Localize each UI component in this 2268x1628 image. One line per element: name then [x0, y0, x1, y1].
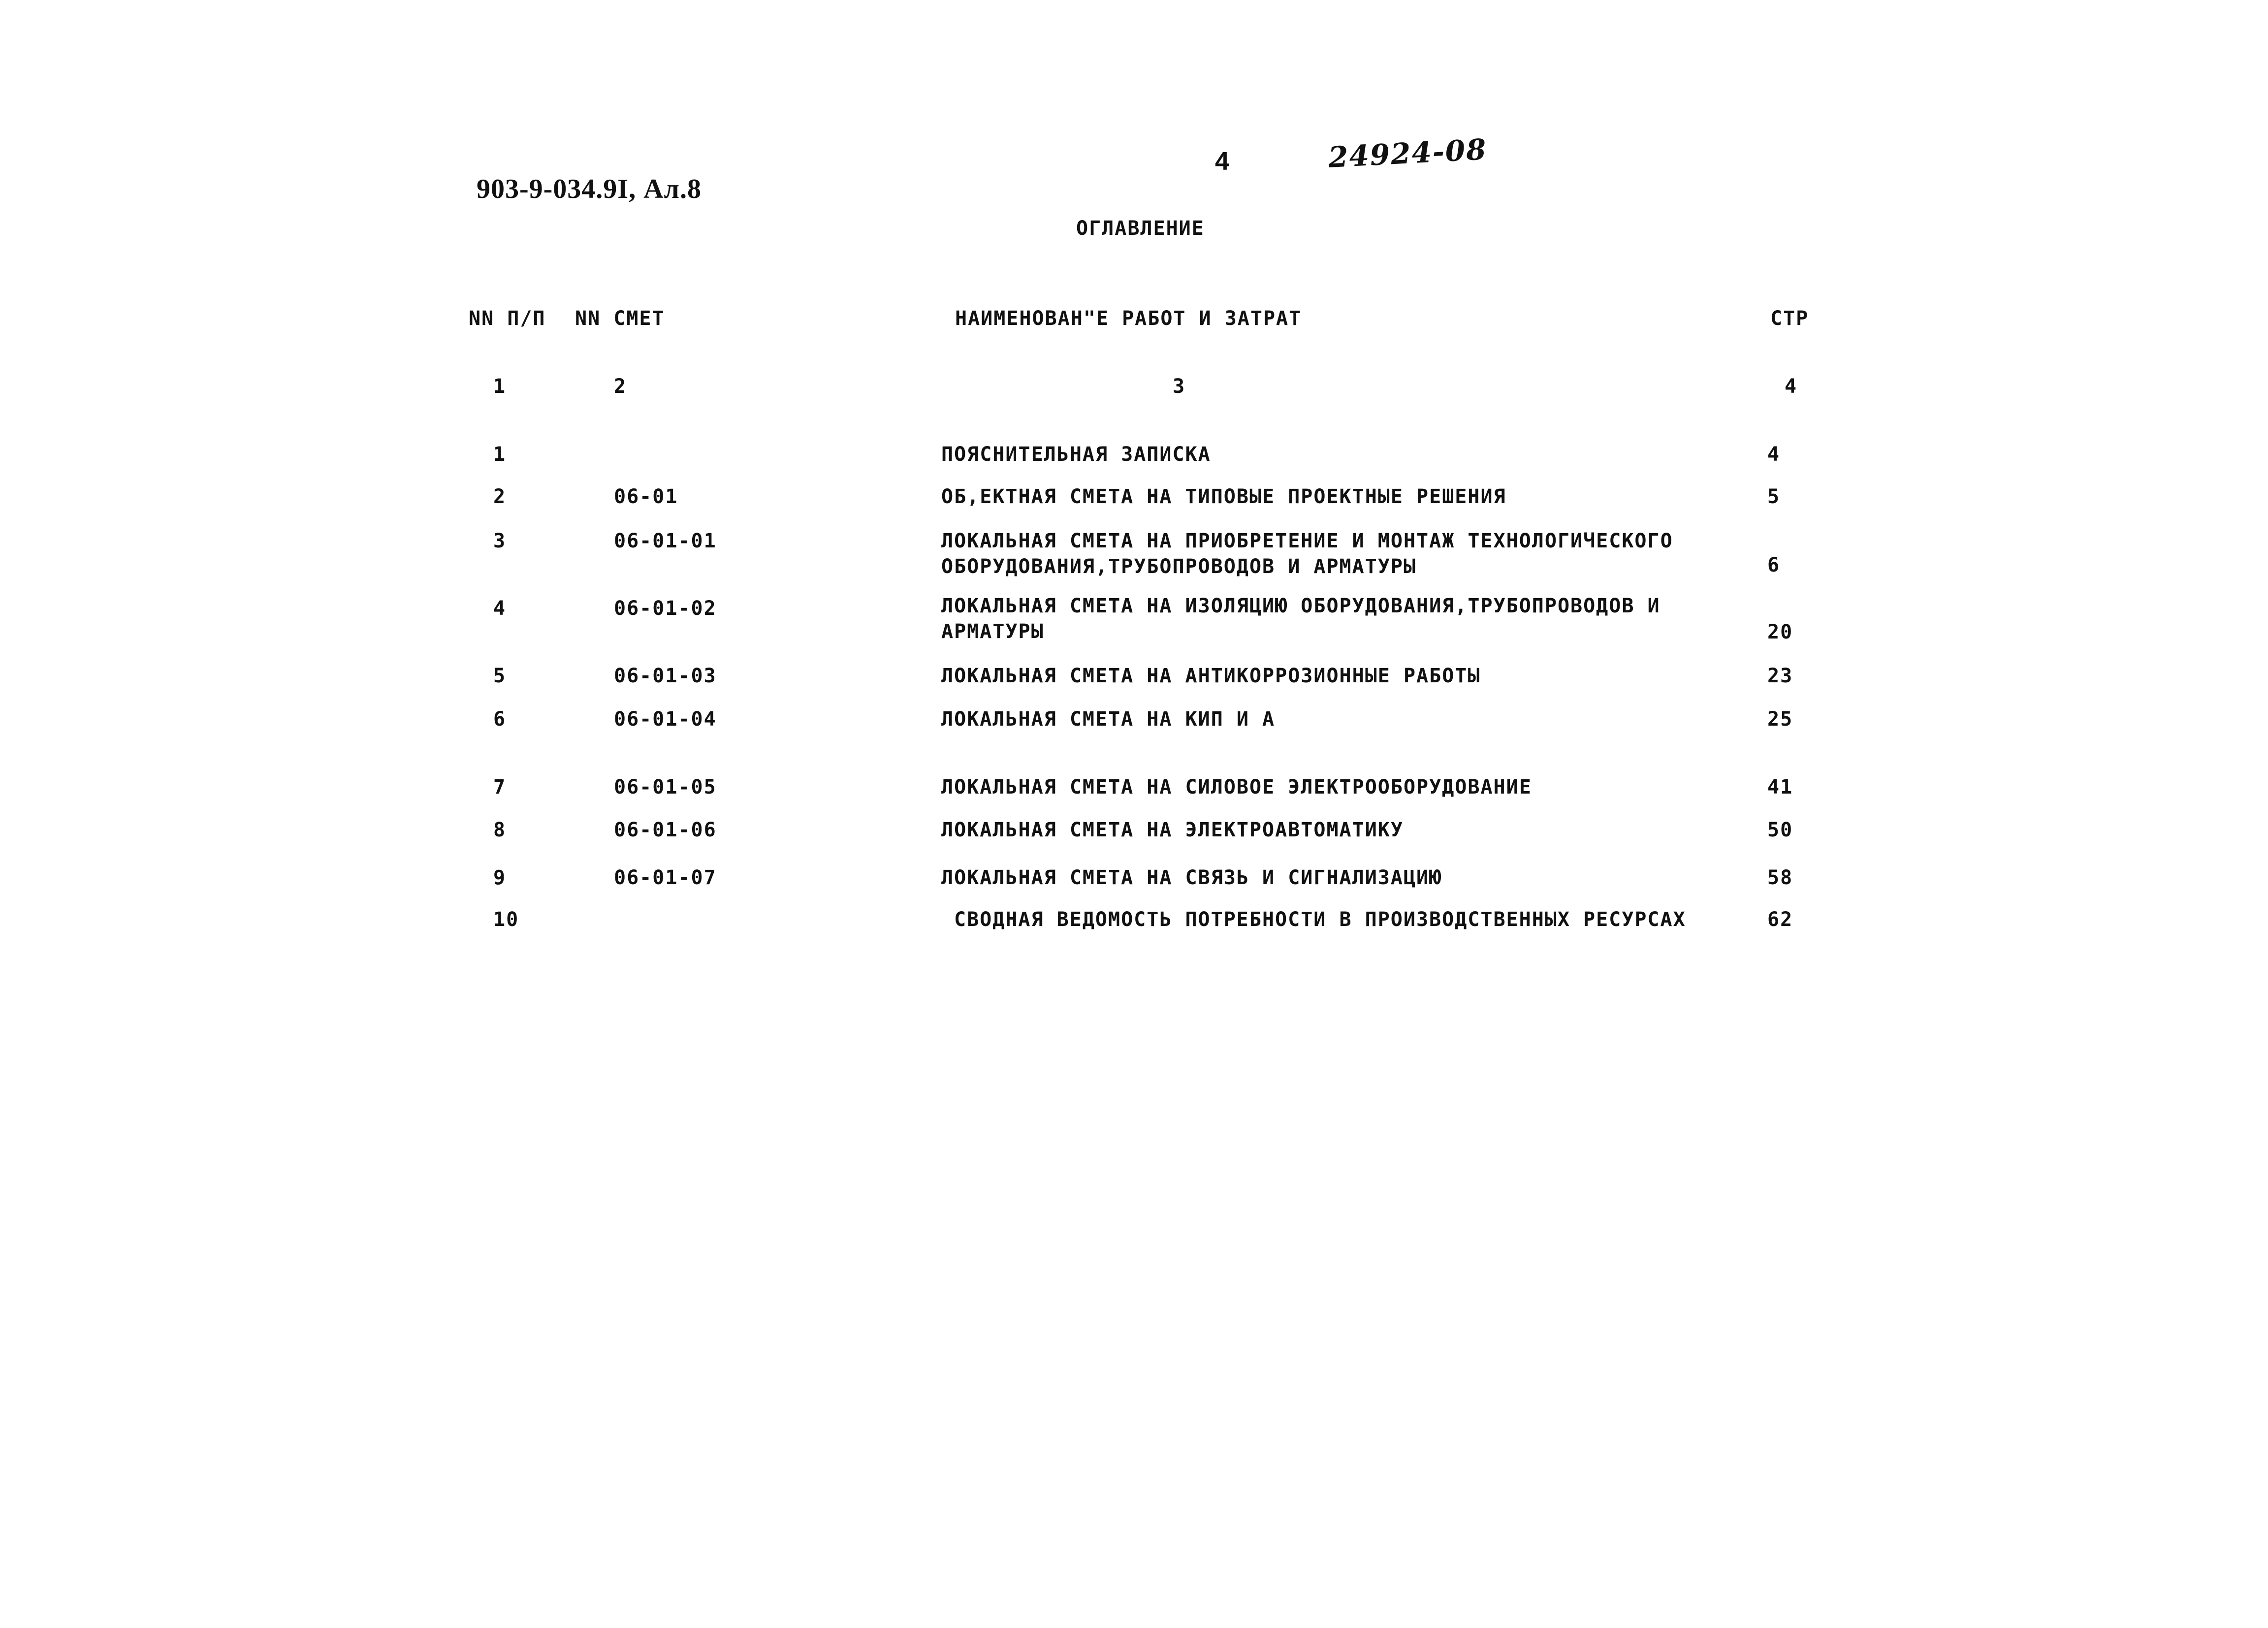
row-2-smeta: 06-01 [614, 485, 678, 508]
row-6-page: 25 [1767, 708, 1793, 731]
column-number-3: 3 [1173, 375, 1185, 398]
page-number: 4 [1215, 147, 1229, 176]
row-3-smeta: 06-01-01 [614, 530, 717, 552]
row-5-number: 5 [493, 665, 507, 687]
row-9-name: ЛОКАЛЬНАЯ СМЕТА НА СВЯЗЬ И СИГНАЛИЗАЦИЮ [941, 866, 1442, 889]
row-3-name: ЛОКАЛЬНАЯ СМЕТА НА ПРИОБРЕТЕНИЕ И МОНТАЖ ТЕХНОЛОГИЧЕСКОГО ОБОРУДОВАНИЯ,ТРУБОПРОВОДОВ И АРМАТУРЫ [941, 530, 1673, 578]
row-1-page: 4 [1767, 443, 1781, 466]
row-5-smeta: 06-01-03 [614, 665, 717, 687]
page-title: ОГЛАВЛЕНИЕ [1076, 217, 1205, 240]
row-2-name: ОБ,ЕКТНАЯ СМЕТА НА ТИПОВЫЕ ПРОЕКТНЫЕ РЕШЕНИЯ [941, 485, 1506, 508]
row-5-name: ЛОКАЛЬНАЯ СМЕТА НА АНТИКОРРОЗИОННЫЕ РАБОТЫ [941, 665, 1481, 687]
row-3-page: 6 [1767, 554, 1781, 576]
row-7-page: 41 [1767, 776, 1793, 798]
row-10-number: 10 [493, 908, 519, 931]
row-5-page: 23 [1767, 665, 1793, 687]
row-9-number: 9 [493, 866, 507, 889]
row-2-number: 2 [493, 485, 507, 508]
row-10-page: 62 [1767, 908, 1793, 931]
column-header-smeta: NN СМЕТ [575, 307, 665, 330]
column-header-name: НАИМЕНОВАН"Е РАБОТ И ЗАТРАТ [955, 307, 1302, 330]
column-header-page: СТР [1770, 307, 1809, 330]
row-8-number: 8 [493, 819, 507, 841]
row-6-name: ЛОКАЛЬНАЯ СМЕТА НА КИП И А [941, 708, 1276, 731]
column-header-number: NN П/П [469, 307, 546, 330]
row-4-name: ЛОКАЛЬНАЯ СМЕТА НА ИЗОЛЯЦИЮ ОБОРУДОВАНИЯ,ТРУБОПРОВОДОВ И АРМАТУРЫ [941, 595, 1661, 643]
row-1-name: ПОЯСНИТЕЛЬНАЯ ЗАПИСКА [941, 443, 1211, 466]
handwritten-number: 24924-08 [1327, 132, 1488, 174]
row-4-smeta: 06-01-02 [614, 597, 717, 620]
column-number-2: 2 [614, 375, 626, 398]
row-3-number: 3 [493, 530, 507, 552]
row-2-page: 5 [1767, 485, 1781, 508]
document-code: 903-9-034.9I, Ал.8 [477, 174, 702, 204]
row-9-page: 58 [1767, 866, 1793, 889]
row-7-name: ЛОКАЛЬНАЯ СМЕТА НА СИЛОВОЕ ЭЛЕКТРООБОРУДОВАНИЕ [941, 776, 1532, 798]
row-7-smeta: 06-01-05 [614, 776, 717, 798]
row-4-page: 20 [1767, 621, 1793, 643]
row-7-number: 7 [493, 776, 507, 798]
row-10-name: СВОДНАЯ ВЕДОМОСТЬ ПОТРЕБНОСТИ В ПРОИЗВОДСТВЕННЫХ РЕСУРСАХ [954, 908, 1686, 931]
row-6-smeta: 06-01-04 [614, 708, 717, 731]
row-8-name: ЛОКАЛЬНАЯ СМЕТА НА ЭЛЕКТРОАВТОМАТИКУ [941, 819, 1404, 841]
row-8-page: 50 [1767, 819, 1793, 841]
row-1-number: 1 [493, 443, 507, 466]
column-number-4: 4 [1785, 375, 1797, 398]
row-6-number: 6 [493, 708, 507, 731]
column-number-1: 1 [493, 375, 506, 398]
row-4-number: 4 [493, 597, 507, 620]
row-8-smeta: 06-01-06 [614, 819, 717, 841]
row-9-smeta: 06-01-07 [614, 866, 717, 889]
